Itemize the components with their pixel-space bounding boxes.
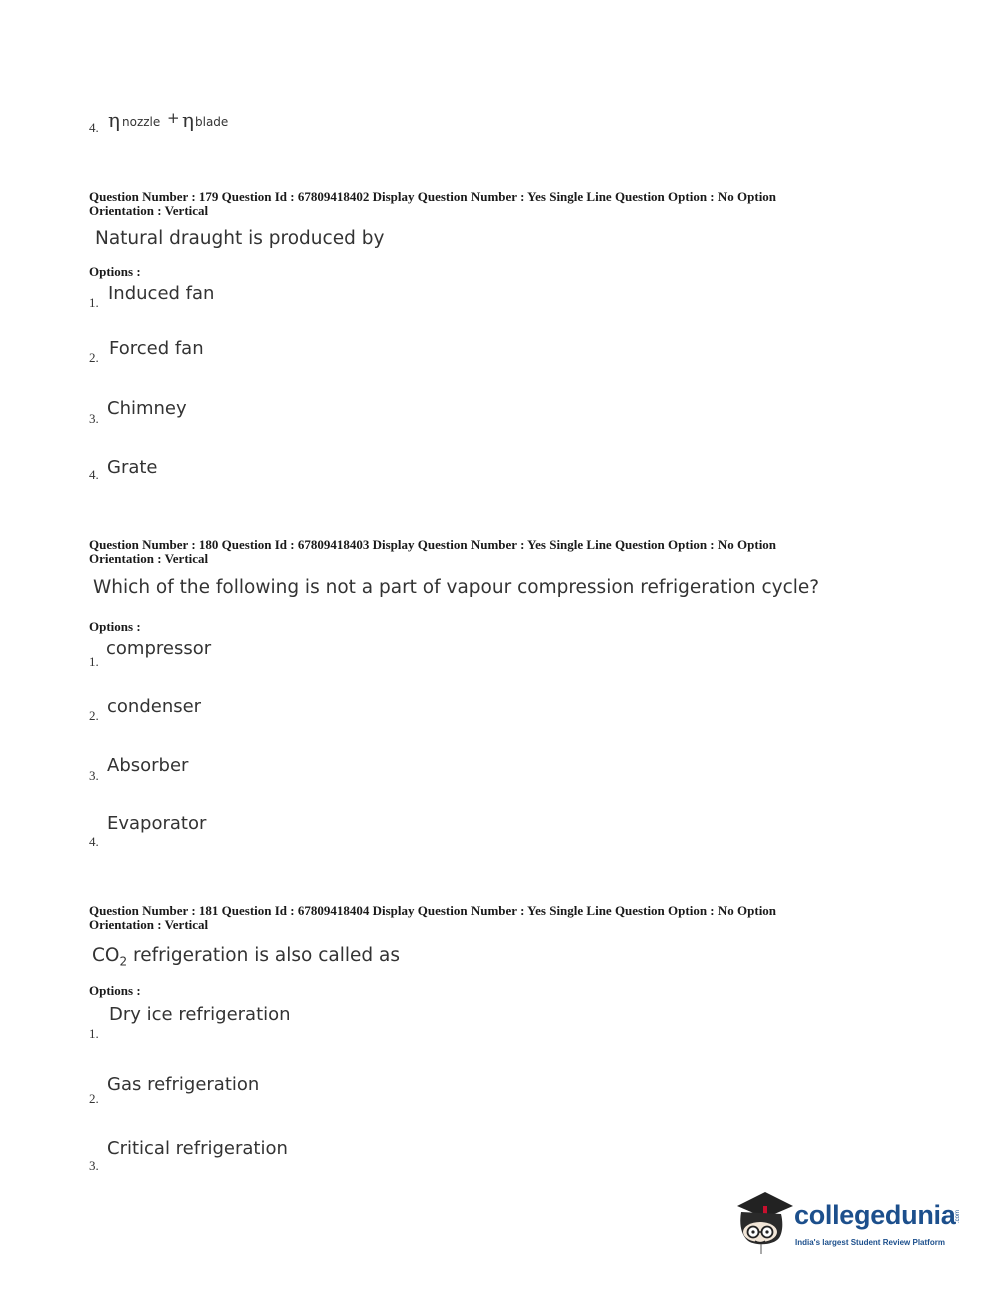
question-meta [89,538,879,566]
option-number: 3. [89,1158,99,1173]
question-text: Which of the following is not a part of vapour compression refrigeration cycle? [93,577,820,598]
option-number: 1. [89,1026,99,1041]
logo-wordmark: collegedunia [794,1200,956,1230]
option-text: Critical refrigeration [107,1138,288,1159]
logo-tagline: India's largest Student Review Platform [795,1238,945,1247]
mascot-icon [733,1188,793,1258]
option-text: Gas refrigeration [107,1074,260,1095]
option-number: 2. [89,708,99,723]
option-text: Dry ice refrigeration [109,1004,291,1025]
meta-line: Orientation : Vertical [89,917,209,932]
nozzle-subscript: nozzle [122,115,161,129]
option-text: Forced fan [109,338,204,359]
question-text-suffix: refrigeration is also called as [127,945,400,966]
option-number: 3. [89,411,99,426]
plus-sign: + [167,109,180,127]
option-text: Induced fan [108,283,215,304]
meta-line: Orientation : Vertical [89,203,209,218]
option-number: 4. [89,834,99,849]
option-text: Evaporator [107,813,207,834]
question-text [92,945,400,969]
blade-subscript: blade [195,115,229,129]
option-number: 2. [89,1091,99,1106]
question-meta [89,904,879,932]
option-number: 1. [89,295,99,310]
option-number: 4. [89,120,99,135]
logo-domain-suffix: .com [955,1210,961,1224]
option-number: 4. [89,467,99,482]
options-label: Options : [89,264,141,279]
question-meta [89,190,879,218]
option-text: Chimney [107,398,187,419]
eta-symbol: η [108,108,120,132]
option-number: 3. [89,768,99,783]
options-label: Options : [89,619,141,634]
eta-symbol: η [182,108,194,132]
option-number: 1. [89,654,99,669]
options-label: Options : [89,983,141,998]
meta-line: Orientation : Vertical [89,551,209,566]
meta-line: Question Number : 180 Question Id : 67809418403 Display Question Number : Yes Single Line Question Option : No Option [89,537,777,552]
option-number: 2. [89,350,99,365]
collegedunia-logo [733,1188,963,1258]
meta-line: Question Number : 181 Question Id : 67809418404 Display Question Number : Yes Single Line Question Option : No Option [89,903,777,918]
question-text-prefix: CO [92,945,120,966]
question-text-subscript: 2 [119,954,128,969]
meta-line: Question Number : 179 Question Id : 67809418402 Display Question Number : Yes Single Line Question Option : No Option [89,189,777,204]
question-text: Natural draught is produced by [95,228,385,249]
option-text: condenser [107,696,202,717]
prev-option-4 [89,108,289,138]
option-text: Grate [107,457,158,478]
option-text: Absorber [107,755,189,776]
option-text: compressor [106,638,212,659]
